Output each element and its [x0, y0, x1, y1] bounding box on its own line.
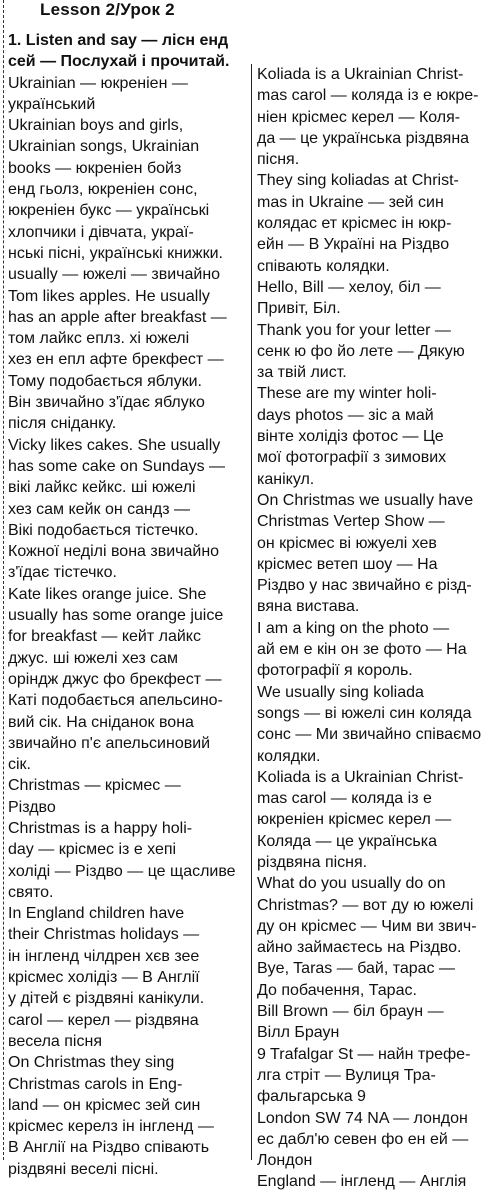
text-line: сей — Послухай і прочитай. — [8, 53, 230, 71]
text-line: Thank you for your letter — — [257, 321, 451, 339]
text-line: у дітей є різдвяні канікули. — [8, 990, 205, 1008]
text-line: фотографії я король. — [257, 662, 413, 680]
text-line: Привіт, Біл. — [257, 300, 341, 318]
text-line: сік. — [8, 756, 31, 774]
text-line: Коляда — це українська — [257, 832, 437, 850]
text-line: Каті подобається апельсино- — [8, 692, 223, 710]
text-line: мої фотографії з зимових — [257, 449, 447, 467]
text-line: айно займаєтесь на Різдво. — [257, 939, 462, 957]
text-line: ес дабл'ю севен фо ен ей — — [257, 1130, 469, 1148]
text-line: сенк ю фо йо лете — Дякую — [257, 342, 465, 360]
text-line: Лондон — [257, 1152, 313, 1170]
text-line: Hello, Bill — хелоу, біл — — [257, 278, 441, 296]
text-line: До побачення, Тарас. — [257, 981, 417, 999]
text-line: Christmas? — вот ду ю южелі — [257, 896, 474, 914]
text-line: ніен крісмес керел — Коля- — [257, 108, 461, 126]
text-line: days photos — зіс а май — [257, 406, 434, 424]
text-line: Tom likes apples. He usually — [8, 287, 210, 305]
text-line: різдвяна пісня. — [257, 853, 368, 871]
text-line: за твій лист. — [257, 364, 347, 382]
text-line: day — крісмес із е хепі — [8, 841, 177, 859]
text-line: звичайно п'є апельсиновий — [8, 734, 211, 752]
text-line: In England children have — [8, 905, 185, 923]
text-line: Vicky likes cakes. She usually — [8, 436, 221, 454]
text-line: холіді — Різдво — це щасливе — [8, 862, 236, 880]
lesson-title: Lesson 2/Урок 2 — [40, 0, 175, 19]
text-line: mas carol — коляда із е юкре- — [257, 87, 479, 105]
text-line: Ukrainian boys and girls, — [8, 117, 184, 135]
text-line: I am a king on the photo — — [257, 619, 450, 637]
text-line: Тому подобається яблуки. — [8, 372, 202, 390]
text-line: ейн — В Україні на Різдво — [257, 236, 450, 254]
text-line: Bill Brown — біл браун — — [257, 1003, 444, 1021]
text-line: Ukrainian — юкреніен — — [8, 74, 188, 92]
text-line: mas carol — коляда із е — [257, 790, 432, 808]
text-line: These are my winter holi- — [257, 385, 437, 403]
text-line: We usually sing koliada — [257, 683, 424, 701]
text-line: London SW 74 NA — лондон — [257, 1109, 468, 1127]
column-divider — [251, 64, 252, 1160]
text-line: хлопчики і дівчата, украї- — [8, 223, 194, 241]
text-line: usually has some orange juice — [8, 607, 224, 625]
text-line: Кожної неділі вона звичайно — [8, 543, 220, 561]
text-line: крісмес холідіз — В Англії — [8, 969, 200, 987]
text-line: Він звичайно з'їдає яблуко — [8, 394, 205, 412]
text-line: юкреніен крісмес керел — — [257, 811, 452, 829]
text-line: books — юкреніен бойз — [8, 159, 182, 177]
text-line: 1. Listen and say — лісн енд — [8, 32, 229, 49]
text-line: Різдво — [8, 798, 56, 816]
text-line: фальгарська 9 — [257, 1088, 366, 1106]
left-column — [8, 30, 246, 1180]
text-line: On Christmas they sing — [8, 1054, 175, 1072]
text-line: після сніданку. — [8, 415, 117, 433]
text-line: 9 Trafalgar St — найн трефе- — [257, 1045, 471, 1063]
text-line: Ukrainian songs, Ukrainian — [8, 138, 200, 156]
text-line: оріндж джус фо брекфест — — [8, 670, 222, 688]
text-line: юкреніен букс — українські — [8, 202, 210, 220]
text-line: They sing koliadas at Christ- — [257, 172, 459, 190]
text-line: Koliada is a Ukrainian Christ- — [257, 66, 464, 83]
cut-line — [3, 0, 4, 1160]
text-line: лга стріт — Вулиця Тра- — [257, 1066, 436, 1084]
text-line: Kate likes orange juice. She — [8, 585, 207, 603]
text-line: Christmas is a happy holi- — [8, 819, 193, 837]
text-line: England — інгленд — Англія — [257, 1173, 467, 1191]
text-line: джус. ші южелі хез сам — [8, 649, 179, 667]
text-line: Вілл Браун — [257, 1024, 340, 1042]
text-line: Christmas Vertep Show — — [257, 513, 445, 531]
text-line: Koliada is a Ukrainian Christ- — [257, 768, 464, 786]
text-line: колядки. — [257, 747, 321, 765]
text-line: land — он крісмес зей син — [8, 1096, 201, 1114]
text-line: On Christmas we usually have — [257, 491, 474, 509]
text-line: ін інгленд чілдрен хєв зее — [8, 947, 200, 965]
text-line: нські пісні, українські книжки. — [8, 244, 223, 262]
text-line: songs — ві южелі син коляда — [257, 704, 472, 722]
text-line: хез ен епл афте брекфест — — [8, 351, 224, 369]
text-line: вікі лайкс кейкс. ші южелі — [8, 479, 196, 497]
right-column — [257, 64, 497, 1193]
text-line: Різдво у нас звичайно є різд- — [257, 577, 472, 595]
text-line: What do you usually do on — [257, 875, 446, 893]
text-line: крісмес керелз ін інгленд — — [8, 1118, 214, 1136]
text-line: канікул. — [257, 470, 315, 488]
text-line: Bye, Taras — бай, тарас — — [257, 960, 455, 978]
text-line: різдвяні веселі пісні. — [8, 1160, 159, 1178]
text-line: з'їдає тістечко. — [8, 564, 117, 582]
text-line: колядас ет крісмес ін юкр- — [257, 215, 452, 233]
text-line: крісмес ветеп шоу — На — [257, 555, 438, 573]
text-line: ду он крісмес — Чим ви звич- — [257, 917, 477, 935]
text-line: вий сік. На сніданок вона — [8, 713, 194, 731]
text-line: он крісмес ві южуелі хев — [257, 534, 437, 552]
text-line: ай ем е кін он зе фото — На — [257, 641, 467, 659]
text-line: В Англії на Різдво співають — [8, 1139, 210, 1157]
text-line: пісня. — [257, 151, 300, 169]
text-line: Вікі подобається тістечко. — [8, 521, 199, 539]
text-line: хез сам кейк он сандз — — [8, 500, 190, 518]
text-line: their Christmas holidays — — [8, 926, 200, 944]
text-line: usually — южелі — звичайно — [8, 266, 221, 284]
text-line: свято. — [8, 883, 54, 901]
text-line: сонс — Ми звичайно співаємо — [257, 726, 482, 744]
text-line: енд гьолз, юкреніен сонс, — [8, 181, 198, 199]
text-line: Christmas carols in Eng- — [8, 1075, 183, 1093]
text-line: mas in Ukraine — зей син — [257, 193, 444, 211]
text-line: Christmas — крісмес — — [8, 777, 181, 795]
text-line: for breakfast — кейт лайкс — [8, 628, 201, 646]
text-line: carol — керел — різдвяна — [8, 1011, 199, 1029]
text-line: том лайкс еплз. хі южелі — [8, 330, 190, 348]
text-line: вяна вистава. — [257, 598, 360, 616]
text-line: вінте холідіз фотос — Це — [257, 428, 444, 446]
text-line: has an apple after breakfast — — [8, 308, 227, 326]
text-line: український — [8, 95, 96, 113]
text-line: весела пісня — [8, 1032, 102, 1050]
text-line: has some cake on Sundays — — [8, 457, 226, 475]
text-line: співають колядки. — [257, 257, 390, 275]
text-line: да — це українська різдвяна — [257, 129, 470, 147]
